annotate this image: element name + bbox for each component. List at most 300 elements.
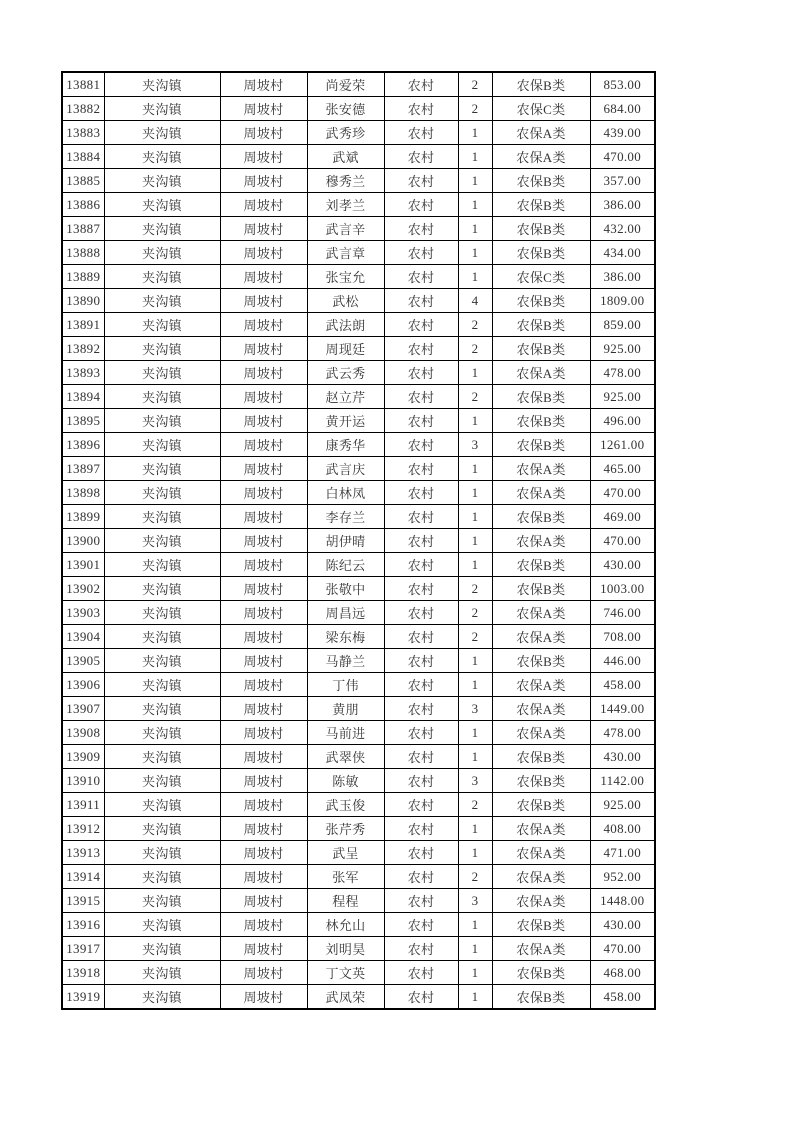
table-row (62, 289, 655, 313)
cell-name: 尚爱荣 (307, 72, 384, 97)
cell-insurance-category: 农保B类 (492, 241, 590, 265)
cell-id: 13919 (62, 985, 104, 1010)
cell-amount: 684.00 (590, 97, 655, 121)
cell-id: 13902 (62, 577, 104, 601)
cell-id: 13896 (62, 433, 104, 457)
cell-town: 夹沟镇 (104, 577, 220, 601)
cell-id: 13890 (62, 289, 104, 313)
cell-village: 周坡村 (220, 625, 307, 649)
cell-id: 13881 (62, 72, 104, 97)
cell-insurance-category: 农保A类 (492, 457, 590, 481)
table-row (62, 577, 655, 601)
cell-amount: 446.00 (590, 649, 655, 673)
cell-insurance-category: 农保B类 (492, 961, 590, 985)
cell-town: 夹沟镇 (104, 193, 220, 217)
cell-insurance-category: 农保A类 (492, 937, 590, 961)
cell-amount: 469.00 (590, 505, 655, 529)
cell-person-count: 1 (458, 457, 492, 481)
cell-village: 周坡村 (220, 721, 307, 745)
cell-id: 13888 (62, 241, 104, 265)
cell-insurance-category: 农保B类 (492, 193, 590, 217)
cell-town: 夹沟镇 (104, 625, 220, 649)
cell-id: 13883 (62, 121, 104, 145)
cell-id: 13889 (62, 265, 104, 289)
cell-person-count: 1 (458, 409, 492, 433)
cell-residence-type: 农村 (384, 889, 458, 913)
cell-amount: 470.00 (590, 481, 655, 505)
cell-name: 张芹秀 (307, 817, 384, 841)
cell-village: 周坡村 (220, 673, 307, 697)
cell-residence-type: 农村 (384, 937, 458, 961)
cell-person-count: 2 (458, 577, 492, 601)
table-row (62, 97, 655, 121)
cell-insurance-category: 农保B类 (492, 313, 590, 337)
cell-residence-type: 农村 (384, 745, 458, 769)
cell-insurance-category: 农保B类 (492, 553, 590, 577)
cell-residence-type: 农村 (384, 649, 458, 673)
cell-insurance-category: 农保C类 (492, 265, 590, 289)
cell-id: 13917 (62, 937, 104, 961)
cell-town: 夹沟镇 (104, 457, 220, 481)
table-row (62, 553, 655, 577)
table-row (62, 169, 655, 193)
cell-village: 周坡村 (220, 601, 307, 625)
cell-town: 夹沟镇 (104, 865, 220, 889)
table-row (62, 433, 655, 457)
cell-village: 周坡村 (220, 769, 307, 793)
records-table-body (62, 72, 655, 1009)
cell-residence-type: 农村 (384, 217, 458, 241)
cell-village: 周坡村 (220, 553, 307, 577)
table-row (62, 625, 655, 649)
cell-town: 夹沟镇 (104, 937, 220, 961)
cell-town: 夹沟镇 (104, 265, 220, 289)
cell-amount: 925.00 (590, 337, 655, 361)
cell-id: 13905 (62, 649, 104, 673)
cell-residence-type: 农村 (384, 409, 458, 433)
cell-name: 丁伟 (307, 673, 384, 697)
cell-amount: 746.00 (590, 601, 655, 625)
table-row (62, 409, 655, 433)
cell-id: 13897 (62, 457, 104, 481)
cell-person-count: 2 (458, 601, 492, 625)
cell-town: 夹沟镇 (104, 217, 220, 241)
cell-village: 周坡村 (220, 865, 307, 889)
cell-name: 武秀珍 (307, 121, 384, 145)
cell-village: 周坡村 (220, 697, 307, 721)
cell-insurance-category: 农保A类 (492, 121, 590, 145)
cell-residence-type: 农村 (384, 72, 458, 97)
cell-village: 周坡村 (220, 265, 307, 289)
cell-person-count: 1 (458, 985, 492, 1010)
cell-town: 夹沟镇 (104, 337, 220, 361)
table-row (62, 337, 655, 361)
cell-name: 武法朗 (307, 313, 384, 337)
cell-town: 夹沟镇 (104, 769, 220, 793)
cell-insurance-category: 农保B类 (492, 409, 590, 433)
cell-amount: 478.00 (590, 721, 655, 745)
cell-insurance-category: 农保A类 (492, 529, 590, 553)
cell-town: 夹沟镇 (104, 361, 220, 385)
cell-person-count: 1 (458, 145, 492, 169)
cell-residence-type: 农村 (384, 457, 458, 481)
cell-village: 周坡村 (220, 841, 307, 865)
cell-id: 13901 (62, 553, 104, 577)
cell-person-count: 2 (458, 337, 492, 361)
cell-amount: 465.00 (590, 457, 655, 481)
cell-name: 武松 (307, 289, 384, 313)
cell-insurance-category: 农保A类 (492, 625, 590, 649)
cell-residence-type: 农村 (384, 361, 458, 385)
cell-village: 周坡村 (220, 313, 307, 337)
cell-person-count: 1 (458, 481, 492, 505)
cell-village: 周坡村 (220, 577, 307, 601)
cell-insurance-category: 农保A类 (492, 721, 590, 745)
cell-town: 夹沟镇 (104, 913, 220, 937)
table-row (62, 505, 655, 529)
cell-name: 武呈 (307, 841, 384, 865)
cell-amount: 478.00 (590, 361, 655, 385)
cell-residence-type: 农村 (384, 865, 458, 889)
cell-amount: 432.00 (590, 217, 655, 241)
cell-residence-type: 农村 (384, 241, 458, 265)
table-row (62, 121, 655, 145)
cell-amount: 470.00 (590, 937, 655, 961)
cell-person-count: 2 (458, 625, 492, 649)
table-row (62, 145, 655, 169)
cell-person-count: 1 (458, 217, 492, 241)
table-row (62, 793, 655, 817)
cell-amount: 1809.00 (590, 289, 655, 313)
cell-name: 刘孝兰 (307, 193, 384, 217)
cell-insurance-category: 农保B类 (492, 913, 590, 937)
cell-residence-type: 农村 (384, 625, 458, 649)
cell-insurance-category: 农保A类 (492, 841, 590, 865)
cell-residence-type: 农村 (384, 481, 458, 505)
cell-residence-type: 农村 (384, 529, 458, 553)
cell-person-count: 1 (458, 841, 492, 865)
cell-insurance-category: 农保B类 (492, 169, 590, 193)
cell-amount: 925.00 (590, 385, 655, 409)
cell-amount: 470.00 (590, 145, 655, 169)
table-row (62, 241, 655, 265)
table-row (62, 721, 655, 745)
table-row (62, 865, 655, 889)
table-row (62, 769, 655, 793)
table-row (62, 841, 655, 865)
cell-village: 周坡村 (220, 529, 307, 553)
cell-insurance-category: 农保A类 (492, 697, 590, 721)
cell-person-count: 1 (458, 937, 492, 961)
cell-name: 李存兰 (307, 505, 384, 529)
cell-id: 13884 (62, 145, 104, 169)
table-row (62, 649, 655, 673)
table-row (62, 913, 655, 937)
cell-town: 夹沟镇 (104, 145, 220, 169)
cell-insurance-category: 农保B类 (492, 289, 590, 313)
cell-person-count: 1 (458, 241, 492, 265)
cell-name: 周昌远 (307, 601, 384, 625)
cell-name: 林允山 (307, 913, 384, 937)
cell-amount: 386.00 (590, 193, 655, 217)
cell-residence-type: 农村 (384, 337, 458, 361)
cell-id: 13914 (62, 865, 104, 889)
cell-person-count: 1 (458, 553, 492, 577)
table-row (62, 457, 655, 481)
cell-amount: 470.00 (590, 529, 655, 553)
cell-amount: 458.00 (590, 985, 655, 1010)
cell-town: 夹沟镇 (104, 601, 220, 625)
table-row (62, 481, 655, 505)
cell-town: 夹沟镇 (104, 841, 220, 865)
cell-town: 夹沟镇 (104, 121, 220, 145)
cell-amount: 859.00 (590, 313, 655, 337)
cell-id: 13898 (62, 481, 104, 505)
table-row (62, 193, 655, 217)
cell-id: 13907 (62, 697, 104, 721)
cell-amount: 357.00 (590, 169, 655, 193)
table-row (62, 745, 655, 769)
cell-residence-type: 农村 (384, 553, 458, 577)
cell-name: 梁东梅 (307, 625, 384, 649)
cell-insurance-category: 农保A类 (492, 145, 590, 169)
cell-town: 夹沟镇 (104, 793, 220, 817)
cell-amount: 386.00 (590, 265, 655, 289)
cell-town: 夹沟镇 (104, 433, 220, 457)
table-row (62, 889, 655, 913)
cell-residence-type: 农村 (384, 145, 458, 169)
cell-residence-type: 农村 (384, 841, 458, 865)
cell-amount: 430.00 (590, 745, 655, 769)
cell-village: 周坡村 (220, 649, 307, 673)
cell-name: 武翠侠 (307, 745, 384, 769)
cell-person-count: 1 (458, 817, 492, 841)
cell-village: 周坡村 (220, 145, 307, 169)
cell-id: 13904 (62, 625, 104, 649)
cell-town: 夹沟镇 (104, 985, 220, 1010)
cell-id: 13895 (62, 409, 104, 433)
cell-name: 武斌 (307, 145, 384, 169)
cell-town: 夹沟镇 (104, 649, 220, 673)
cell-name: 马前进 (307, 721, 384, 745)
cell-village: 周坡村 (220, 361, 307, 385)
cell-id: 13918 (62, 961, 104, 985)
cell-town: 夹沟镇 (104, 313, 220, 337)
cell-person-count: 3 (458, 433, 492, 457)
table-row (62, 361, 655, 385)
cell-town: 夹沟镇 (104, 553, 220, 577)
document-page (61, 71, 656, 1010)
cell-amount: 430.00 (590, 913, 655, 937)
table-row (62, 817, 655, 841)
table-row (62, 265, 655, 289)
table-row (62, 961, 655, 985)
cell-person-count: 3 (458, 697, 492, 721)
cell-village: 周坡村 (220, 97, 307, 121)
cell-village: 周坡村 (220, 385, 307, 409)
cell-insurance-category: 农保A类 (492, 673, 590, 697)
cell-village: 周坡村 (220, 817, 307, 841)
cell-insurance-category: 农保B类 (492, 793, 590, 817)
cell-name: 赵立芹 (307, 385, 384, 409)
cell-village: 周坡村 (220, 337, 307, 361)
cell-residence-type: 农村 (384, 313, 458, 337)
cell-village: 周坡村 (220, 505, 307, 529)
cell-residence-type: 农村 (384, 817, 458, 841)
cell-person-count: 1 (458, 745, 492, 769)
table-row (62, 673, 655, 697)
cell-name: 武言庆 (307, 457, 384, 481)
table-row (62, 72, 655, 97)
cell-village: 周坡村 (220, 433, 307, 457)
cell-id: 13903 (62, 601, 104, 625)
cell-name: 刘明昊 (307, 937, 384, 961)
cell-person-count: 2 (458, 385, 492, 409)
cell-village: 周坡村 (220, 913, 307, 937)
cell-village: 周坡村 (220, 985, 307, 1010)
cell-insurance-category: 农保B类 (492, 433, 590, 457)
cell-insurance-category: 农保A类 (492, 481, 590, 505)
cell-residence-type: 农村 (384, 433, 458, 457)
cell-residence-type: 农村 (384, 193, 458, 217)
cell-person-count: 1 (458, 529, 492, 553)
cell-residence-type: 农村 (384, 793, 458, 817)
cell-town: 夹沟镇 (104, 72, 220, 97)
cell-id: 13906 (62, 673, 104, 697)
table-row (62, 697, 655, 721)
cell-name: 胡伊晴 (307, 529, 384, 553)
cell-name: 张军 (307, 865, 384, 889)
cell-amount: 468.00 (590, 961, 655, 985)
records-table (61, 71, 656, 1010)
cell-town: 夹沟镇 (104, 817, 220, 841)
cell-amount: 496.00 (590, 409, 655, 433)
table-row (62, 601, 655, 625)
cell-person-count: 1 (458, 361, 492, 385)
cell-person-count: 2 (458, 97, 492, 121)
cell-village: 周坡村 (220, 169, 307, 193)
cell-id: 13899 (62, 505, 104, 529)
table-row (62, 529, 655, 553)
cell-residence-type: 农村 (384, 265, 458, 289)
cell-insurance-category: 农保A类 (492, 817, 590, 841)
cell-name: 陈敏 (307, 769, 384, 793)
cell-village: 周坡村 (220, 72, 307, 97)
cell-residence-type: 农村 (384, 169, 458, 193)
cell-town: 夹沟镇 (104, 385, 220, 409)
cell-insurance-category: 农保B类 (492, 745, 590, 769)
cell-amount: 952.00 (590, 865, 655, 889)
cell-residence-type: 农村 (384, 601, 458, 625)
cell-id: 13886 (62, 193, 104, 217)
cell-amount: 430.00 (590, 553, 655, 577)
cell-town: 夹沟镇 (104, 505, 220, 529)
cell-person-count: 1 (458, 265, 492, 289)
cell-id: 13893 (62, 361, 104, 385)
cell-insurance-category: 农保B类 (492, 385, 590, 409)
cell-insurance-category: 农保B类 (492, 217, 590, 241)
cell-name: 陈纪云 (307, 553, 384, 577)
cell-insurance-category: 农保B类 (492, 337, 590, 361)
cell-person-count: 1 (458, 505, 492, 529)
cell-residence-type: 农村 (384, 769, 458, 793)
cell-residence-type: 农村 (384, 505, 458, 529)
cell-id: 13891 (62, 313, 104, 337)
cell-person-count: 1 (458, 721, 492, 745)
cell-name: 张宝允 (307, 265, 384, 289)
cell-name: 程程 (307, 889, 384, 913)
cell-id: 13909 (62, 745, 104, 769)
cell-amount: 853.00 (590, 72, 655, 97)
cell-id: 13915 (62, 889, 104, 913)
cell-town: 夹沟镇 (104, 721, 220, 745)
cell-id: 13885 (62, 169, 104, 193)
cell-town: 夹沟镇 (104, 97, 220, 121)
cell-village: 周坡村 (220, 121, 307, 145)
cell-residence-type: 农村 (384, 985, 458, 1010)
cell-id: 13912 (62, 817, 104, 841)
table-row (62, 985, 655, 1010)
cell-amount: 925.00 (590, 793, 655, 817)
cell-person-count: 1 (458, 169, 492, 193)
cell-name: 周现廷 (307, 337, 384, 361)
cell-amount: 434.00 (590, 241, 655, 265)
cell-residence-type: 农村 (384, 121, 458, 145)
cell-insurance-category: 农保A类 (492, 889, 590, 913)
cell-amount: 1261.00 (590, 433, 655, 457)
cell-village: 周坡村 (220, 409, 307, 433)
cell-id: 13900 (62, 529, 104, 553)
cell-residence-type: 农村 (384, 961, 458, 985)
cell-village: 周坡村 (220, 481, 307, 505)
cell-amount: 458.00 (590, 673, 655, 697)
cell-village: 周坡村 (220, 217, 307, 241)
cell-town: 夹沟镇 (104, 481, 220, 505)
cell-residence-type: 农村 (384, 289, 458, 313)
cell-id: 13910 (62, 769, 104, 793)
cell-person-count: 1 (458, 673, 492, 697)
cell-name: 马静兰 (307, 649, 384, 673)
cell-id: 13882 (62, 97, 104, 121)
cell-insurance-category: 农保B类 (492, 505, 590, 529)
cell-insurance-category: 农保A类 (492, 601, 590, 625)
cell-town: 夹沟镇 (104, 169, 220, 193)
cell-village: 周坡村 (220, 793, 307, 817)
cell-town: 夹沟镇 (104, 289, 220, 313)
cell-village: 周坡村 (220, 937, 307, 961)
cell-town: 夹沟镇 (104, 241, 220, 265)
cell-name: 张安德 (307, 97, 384, 121)
cell-amount: 1003.00 (590, 577, 655, 601)
table-row (62, 313, 655, 337)
cell-insurance-category: 农保B类 (492, 649, 590, 673)
cell-village: 周坡村 (220, 961, 307, 985)
cell-residence-type: 农村 (384, 721, 458, 745)
cell-person-count: 3 (458, 769, 492, 793)
cell-person-count: 1 (458, 913, 492, 937)
cell-insurance-category: 农保B类 (492, 577, 590, 601)
table-row (62, 937, 655, 961)
cell-town: 夹沟镇 (104, 889, 220, 913)
cell-name: 白林凤 (307, 481, 384, 505)
cell-insurance-category: 农保C类 (492, 97, 590, 121)
cell-person-count: 2 (458, 865, 492, 889)
cell-id: 13892 (62, 337, 104, 361)
cell-name: 武言辛 (307, 217, 384, 241)
cell-town: 夹沟镇 (104, 697, 220, 721)
cell-person-count: 4 (458, 289, 492, 313)
cell-amount: 408.00 (590, 817, 655, 841)
